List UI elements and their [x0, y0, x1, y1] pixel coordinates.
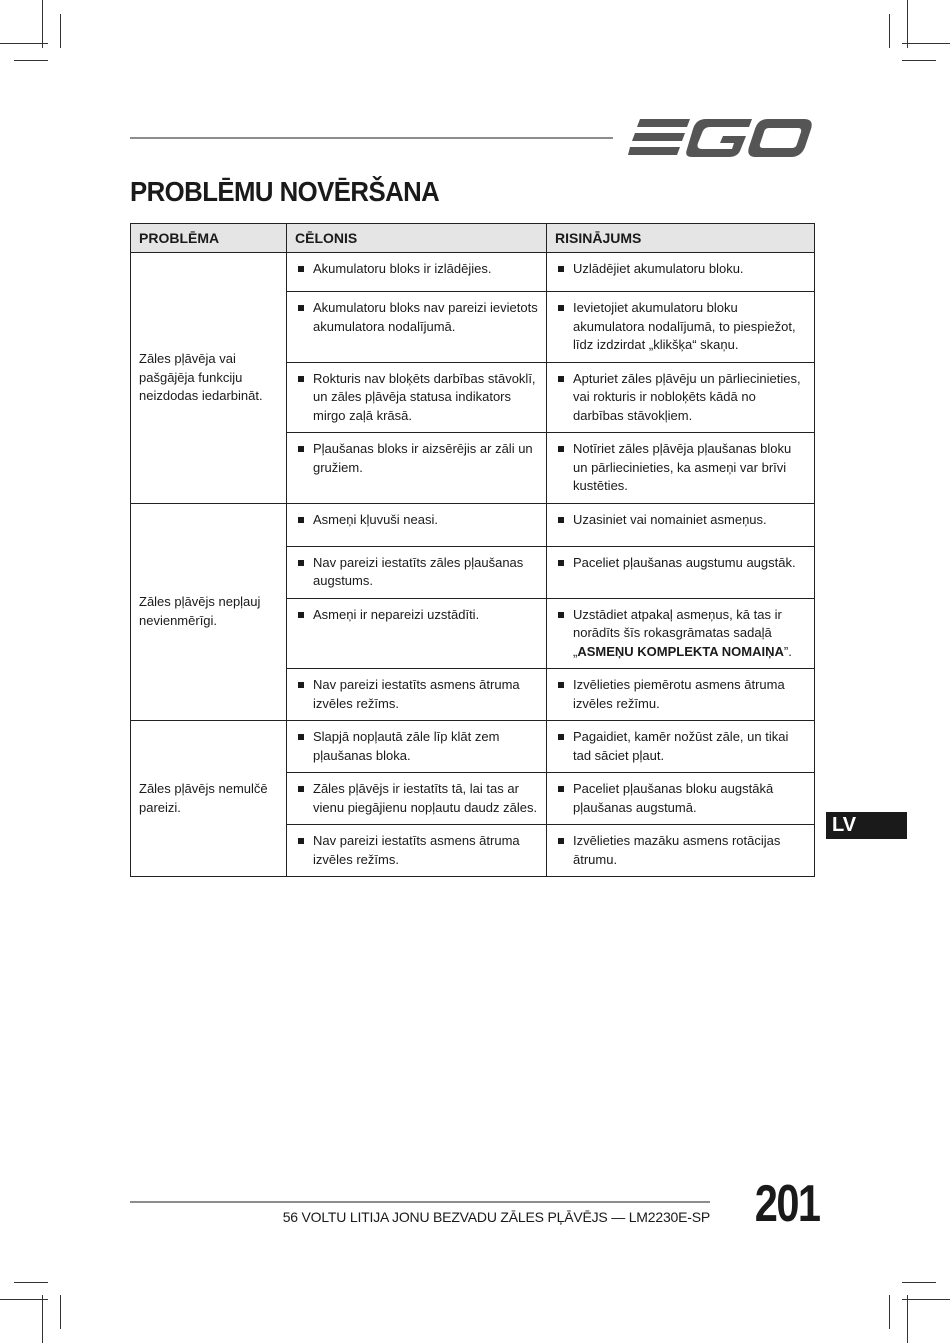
crop-mark — [889, 14, 890, 48]
solution-cell: Uzstādiet atpakaļ asmeņus, kā tas ir norādīts šīs rokasgrāmatas sadaļā „ASMEŅU KOMPLEKTA NOMAIŅA”. — [547, 598, 815, 669]
cause-cell: Pļaušanas bloks ir aizsērējis ar zāli un gružiem. — [287, 433, 547, 504]
crop-mark — [14, 1282, 48, 1283]
solution-cell: Izvēlieties mazāku asmens rotācijas ātrumu. — [547, 825, 815, 877]
crop-mark — [14, 60, 48, 61]
ego-logo — [628, 117, 814, 159]
language-tab: LV — [826, 812, 907, 839]
bullet-icon — [558, 376, 564, 382]
bullet-icon — [298, 786, 304, 792]
crop-mark — [907, 1295, 908, 1343]
solution-cell: Paceliet pļaušanas bloku augstākā pļaušanas augstumā. — [547, 773, 815, 825]
column-header-cause: CĒLONIS — [287, 224, 547, 253]
bullet-icon — [298, 517, 304, 523]
bullet-icon — [558, 560, 564, 566]
crop-mark — [902, 1299, 950, 1300]
cause-cell: Slapjā nopļautā zāle līp klāt zem pļaušanas bloka. — [287, 721, 547, 773]
table-row — [131, 503, 815, 546]
solution-cell: Izvēlieties piemērotu asmens ātruma izvēles režīmu. — [547, 669, 815, 721]
problem-cell: Zāles pļāvēja vai pašgājēja funkciju neizdodas iedarbināt. — [131, 253, 287, 504]
footer-title: 56 VOLTU LITIJA JONU BEZVADU ZĀLES PĻĀVĒJS — LM2230E-SP — [282, 1209, 710, 1225]
table-header-row — [131, 224, 815, 253]
crop-mark — [0, 1299, 48, 1300]
crop-mark — [902, 43, 950, 44]
cause-cell: Nav pareizi iestatīts zāles pļaušanas augstums. — [287, 546, 547, 598]
cause-cell: Zāles pļāvējs ir iestatīts tā, lai tas ar vienu piegājienu nopļautu daudz zāles. — [287, 773, 547, 825]
bullet-icon — [298, 838, 304, 844]
problem-cell: Zāles pļāvējs nepļauj nevienmērīgi. — [131, 503, 287, 721]
table-row — [131, 721, 815, 773]
bullet-icon — [558, 786, 564, 792]
cause-cell: Nav pareizi iestatīts asmens ātruma izvēles režīms. — [287, 669, 547, 721]
troubleshooting-table — [130, 223, 815, 877]
solution-cell: Uzasiniet vai nomainiet asmeņus. — [547, 503, 815, 546]
bullet-icon — [558, 612, 564, 618]
solution-cell: Uzlādējiet akumulatoru bloku. — [547, 253, 815, 292]
crop-mark — [902, 60, 936, 61]
page-number: 201 — [754, 1175, 820, 1233]
solution-cell: Ievietojiet akumulatoru bloku akumulatora nodalījumā, to piespiežot, līdz izdzirdat „klikšķa“ skaņu. — [547, 292, 815, 363]
bullet-icon — [298, 266, 304, 272]
page-title: PROBLĒMU NOVĒRŠANA — [130, 176, 440, 207]
cause-cell: Rokturis nav bloķēts darbības stāvoklī, un zāles pļāvēja statusa indikators mirgo zaļā krāsā. — [287, 362, 547, 433]
bullet-icon — [298, 612, 304, 618]
column-header-problem: PROBLĒMA — [131, 224, 287, 253]
crop-mark — [42, 0, 43, 48]
cause-cell: Asmeņi kļuvuši neasi. — [287, 503, 547, 546]
section-reference: ASMEŅU KOMPLEKTA NOMAIŅA — [577, 643, 784, 659]
crop-mark — [42, 1295, 43, 1343]
cause-cell: Nav pareizi iestatīts asmens ātruma izvēles režīms. — [287, 825, 547, 877]
cause-cell: Akumulatoru bloks nav pareizi ievietots akumulatora nodalījumā. — [287, 292, 547, 363]
bullet-icon — [558, 446, 564, 452]
solution-cell: Notīriet zāles pļāvēja pļaušanas bloku un pārliecinieties, ka asmeņi var brīvi kustēties. — [547, 433, 815, 504]
column-header-solution: RISINĀJUMS — [547, 224, 815, 253]
bullet-icon — [558, 517, 564, 523]
bullet-icon — [558, 838, 564, 844]
bullet-icon — [558, 305, 564, 311]
bullet-icon — [558, 734, 564, 740]
bullet-icon — [558, 682, 564, 688]
bullet-icon — [298, 682, 304, 688]
bullet-icon — [298, 560, 304, 566]
solution-cell: Paceliet pļaušanas augstumu augstāk. — [547, 546, 815, 598]
cause-cell: Akumulatoru bloks ir izlādējies. — [287, 253, 547, 292]
crop-mark — [60, 1295, 61, 1329]
solution-cell: Apturiet zāles pļāvēju un pārliecinieties, vai rokturis ir nobloķēts kādā no darbības stāvokļiem. — [547, 362, 815, 433]
bullet-icon — [298, 376, 304, 382]
crop-mark — [889, 1295, 890, 1329]
header-rule — [130, 137, 613, 139]
bullet-icon — [558, 266, 564, 272]
crop-mark — [60, 14, 61, 48]
crop-mark — [0, 43, 48, 44]
crop-mark — [902, 1282, 936, 1283]
bullet-icon — [298, 446, 304, 452]
table-row — [131, 253, 815, 292]
footer-rule — [130, 1201, 710, 1203]
cause-cell: Asmeņi ir nepareizi uzstādīti. — [287, 598, 547, 669]
crop-mark — [907, 0, 908, 48]
problem-cell: Zāles pļāvējs nemulčē pareizi. — [131, 721, 287, 877]
solution-cell: Pagaidiet, kamēr nožūst zāle, un tikai tad sāciet pļaut. — [547, 721, 815, 773]
bullet-icon — [298, 305, 304, 311]
bullet-icon — [298, 734, 304, 740]
